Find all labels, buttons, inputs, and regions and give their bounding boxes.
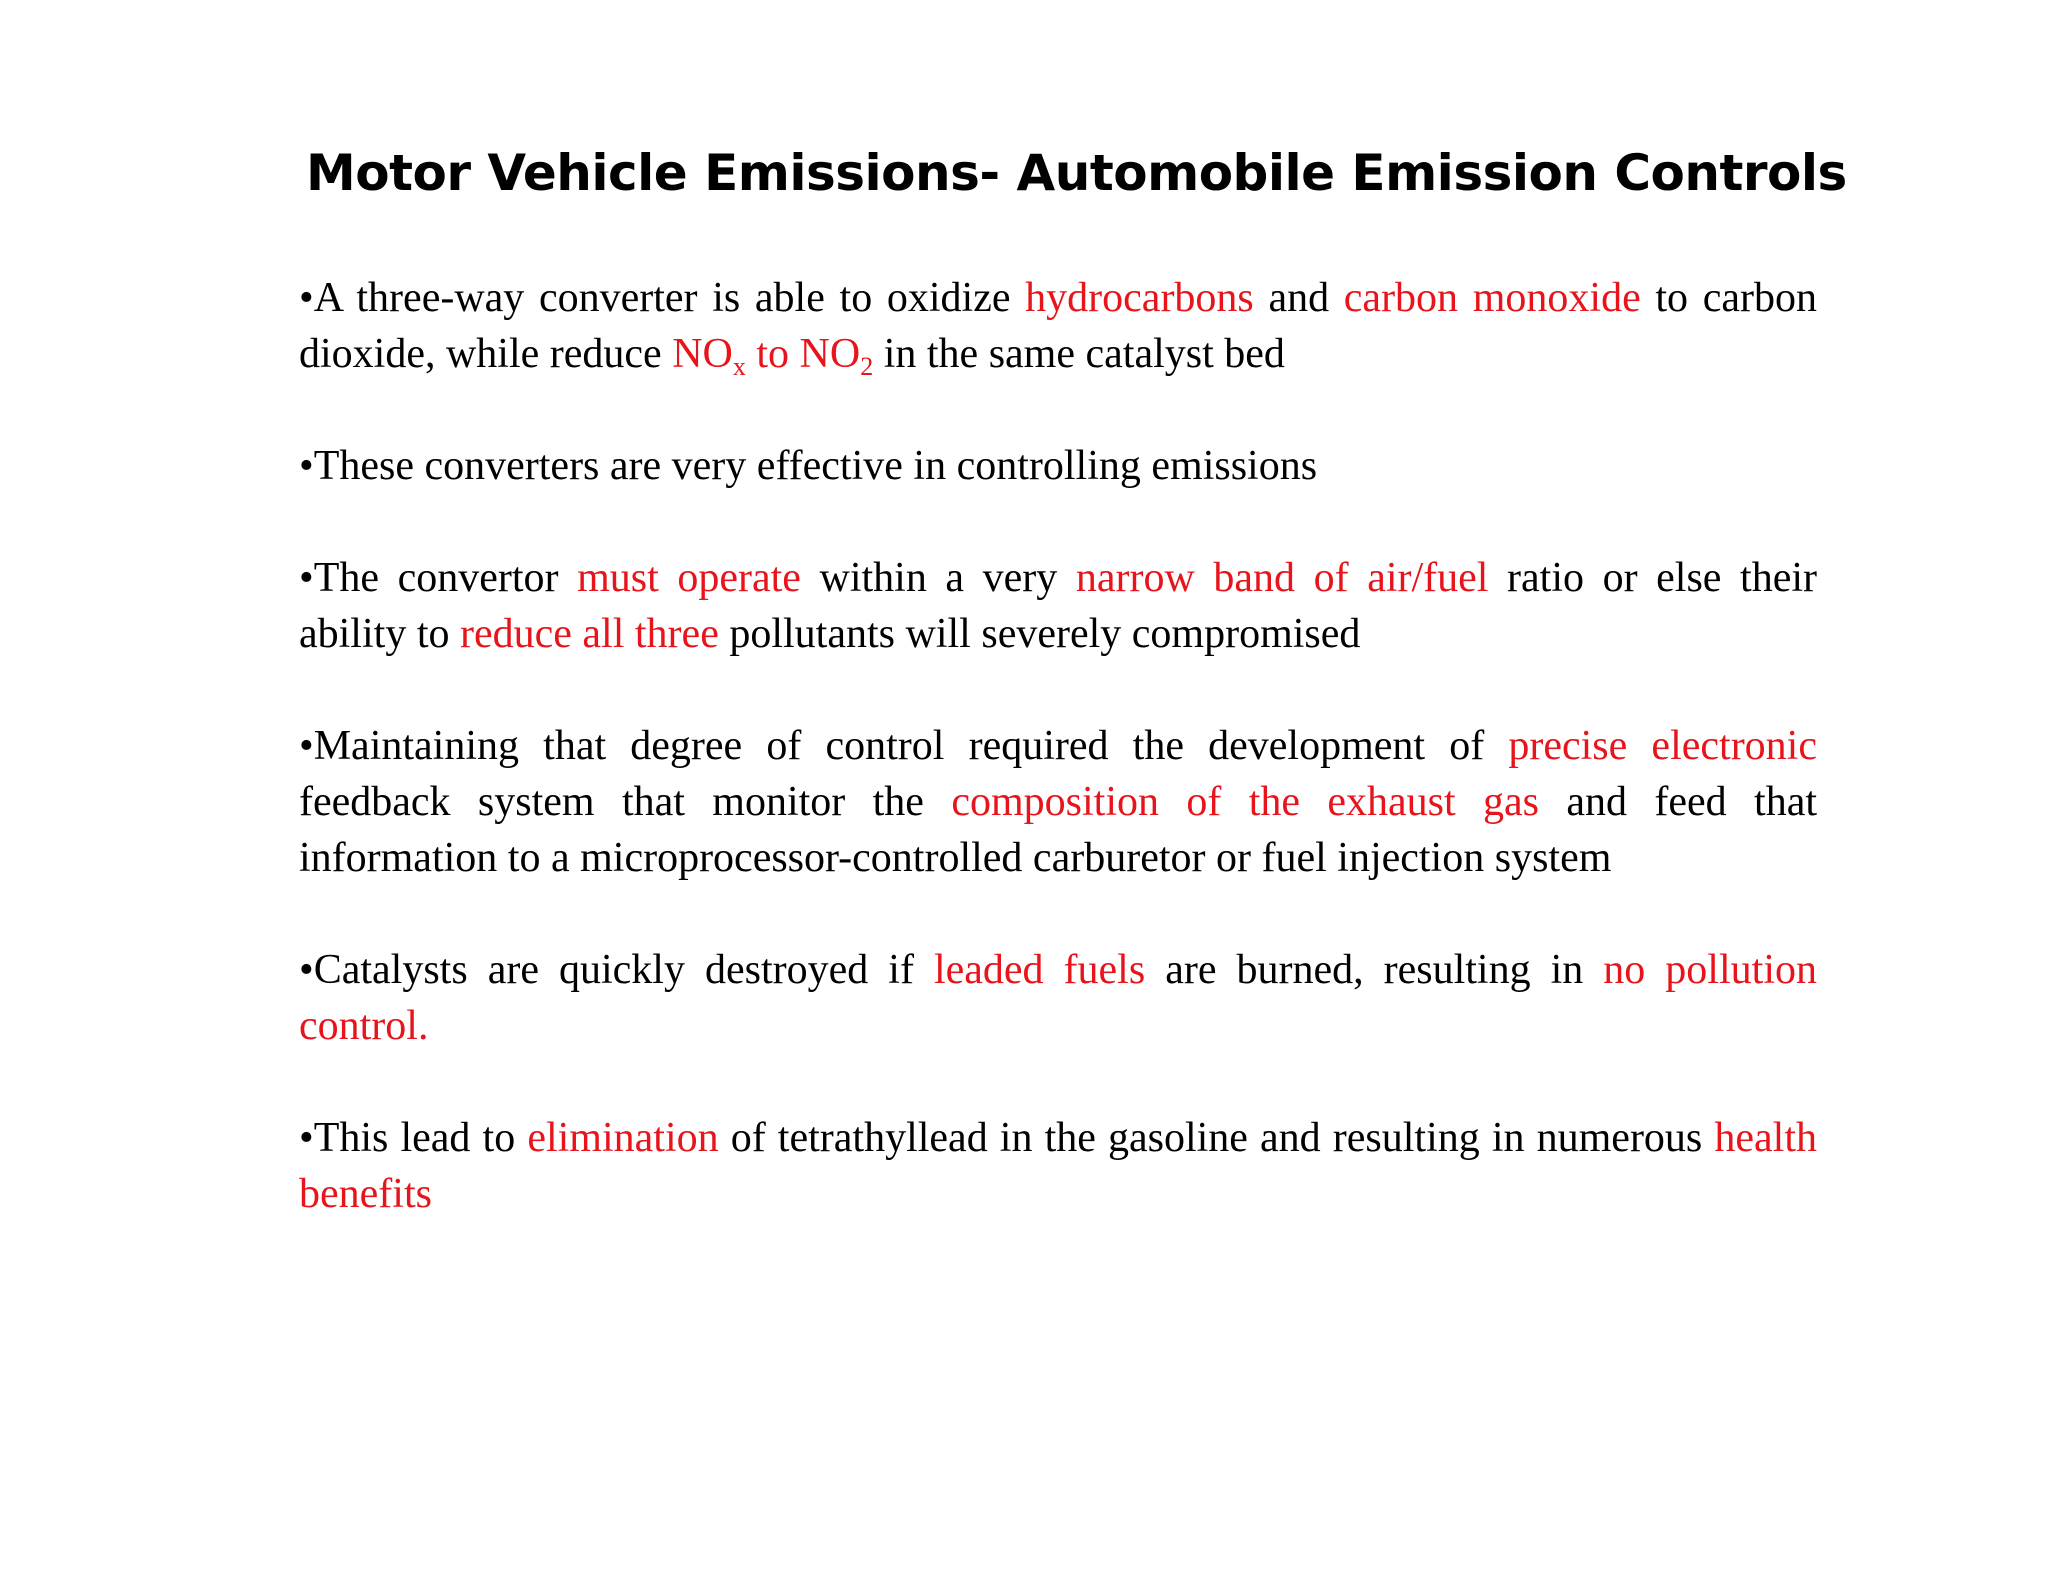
bullet-text: •A three-way converter is able to oxidize: [299, 275, 1026, 321]
bullet-text: to carbon dioxide, while reduce: [299, 275, 1818, 377]
highlighted-term: carbon monoxide: [1343, 275, 1641, 321]
bullet-text: in the same catalyst bed: [873, 331, 1285, 377]
bullet-text: pollutants will severely compromised: [718, 611, 1361, 657]
highlighted-term: elimination: [527, 1115, 719, 1161]
highlighted-term: composition of the exhaust gas: [951, 779, 1540, 825]
subscript: 2: [860, 352, 874, 381]
highlighted-term: no pollution control.: [299, 947, 1817, 1049]
highlighted-term: NO: [672, 331, 733, 377]
bullet-text: feedback system that monitor the: [299, 779, 952, 825]
bullet-item: [299, 718, 1817, 886]
bullet-item: [299, 942, 1817, 1054]
highlighted-term: narrow band of air/fuel: [1075, 555, 1489, 601]
bullet-text: •This lead to: [299, 1115, 528, 1161]
highlighted-term: hydrocarbons: [1025, 275, 1254, 321]
highlighted-term: precise electronic: [1508, 723, 1817, 769]
bullet-text: are burned, resulting in: [1145, 947, 1604, 993]
subscript: x: [732, 352, 746, 381]
highlighted-term: to NO: [745, 331, 861, 377]
bullet-text: ratio or else their ability to: [299, 555, 1817, 657]
bullet-text: •Maintaining that degree of control required the development of: [299, 723, 1509, 769]
bullet-item: [299, 1110, 1817, 1222]
bullet-text: and: [1253, 275, 1344, 321]
highlighted-term: reduce all three: [460, 611, 719, 657]
bullet-item: [299, 438, 1817, 494]
bullet-text: •Catalysts are quickly destroyed if: [299, 947, 934, 993]
bullet-text: •The convertor: [299, 555, 578, 601]
bullet-text: •These converters are very effective in controlling emissions: [299, 443, 1318, 489]
bullet-item: [299, 550, 1817, 662]
highlighted-term: leaded fuels: [933, 947, 1146, 993]
bullet-item: [299, 270, 1817, 382]
bullet-text: within a very: [800, 555, 1076, 601]
bullet-text: and feed that information to a microprocessor-controlled carburetor or fuel injection system: [299, 779, 1818, 881]
highlighted-term: must operate: [577, 555, 801, 601]
bullet-list: [299, 270, 1817, 1278]
slide-title: Motor Vehicle Emissions- Automobile Emission Controls: [306, 144, 1847, 202]
highlighted-term: health benefits: [299, 1115, 1818, 1217]
bullet-text: of tetrathyllead in the gasoline and resulting in numerous: [718, 1115, 1715, 1161]
